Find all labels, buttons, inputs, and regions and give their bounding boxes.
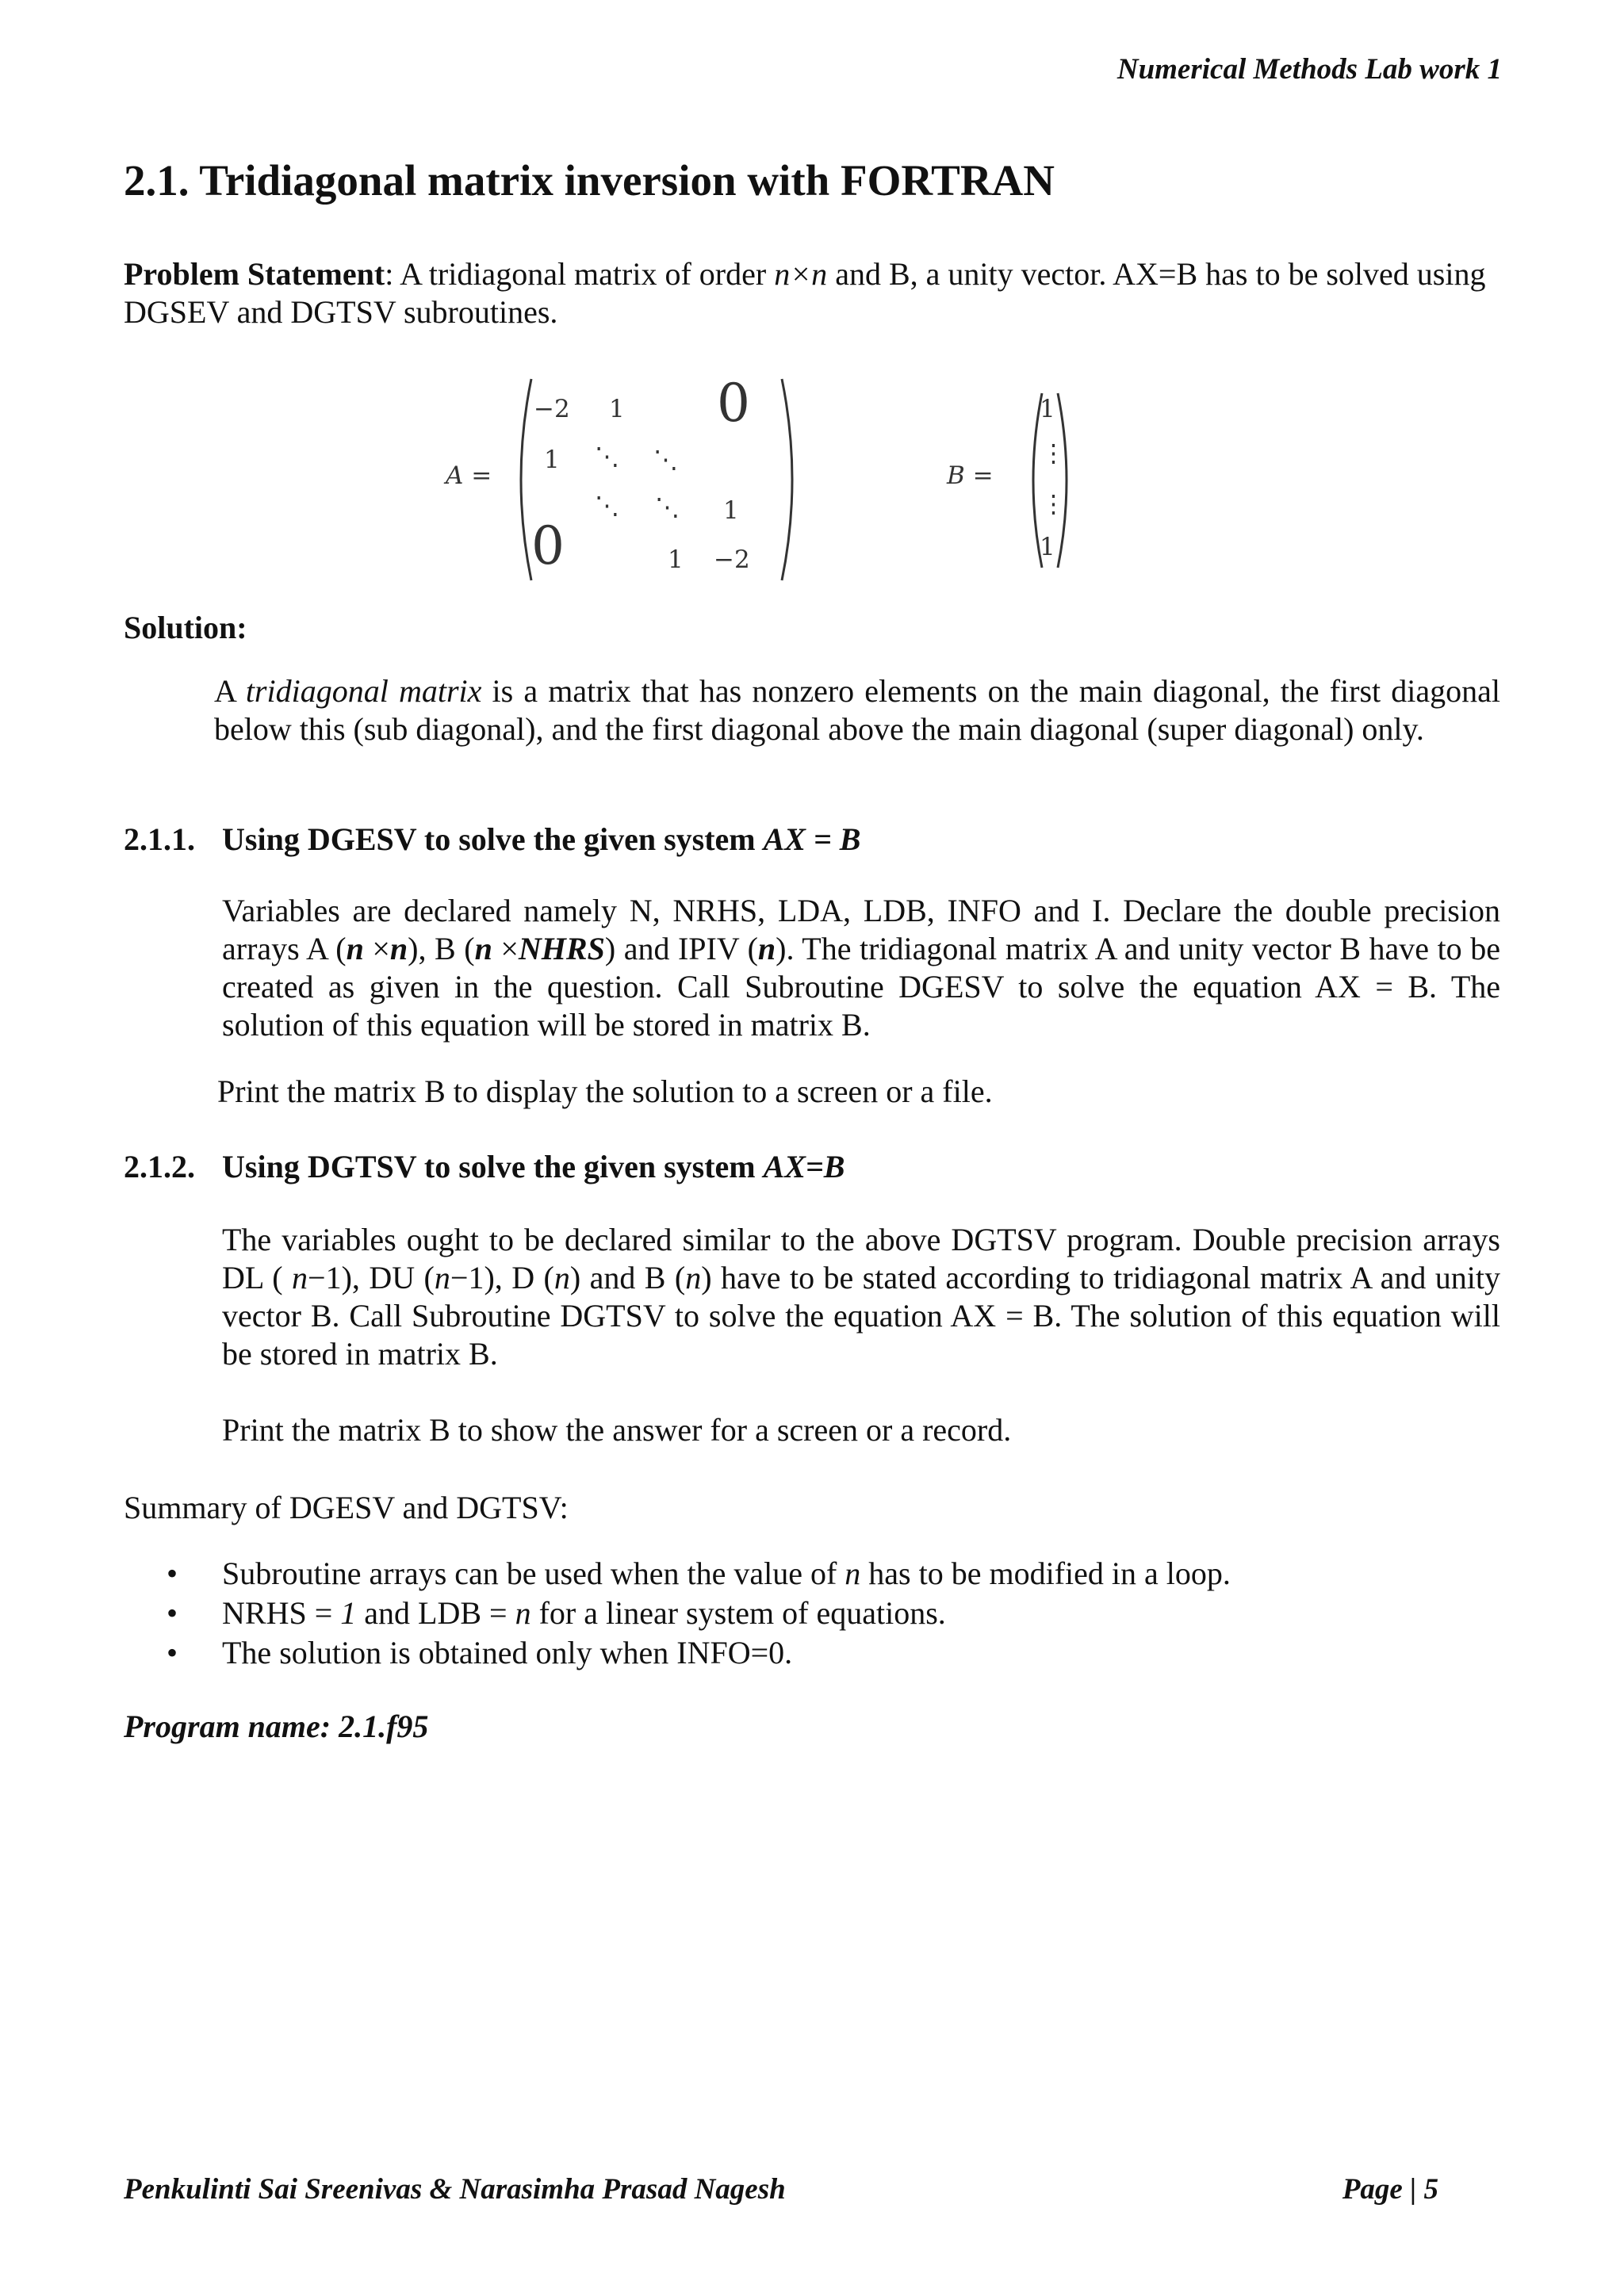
solution-term: tridiagonal matrix <box>245 673 482 709</box>
matrix-a-r4c4: −2 <box>714 545 750 574</box>
text-run: −1), DU ( <box>308 1260 435 1295</box>
subsection-title: Using DGESV to solve the given system <box>222 821 764 857</box>
matrix-a <box>428 373 809 587</box>
subsection-2-1-2-heading <box>124 1148 845 1185</box>
footer-page-number: Page | 5 <box>1342 2173 1438 2206</box>
math-n: n <box>389 931 408 966</box>
solution-text-1: A <box>214 673 246 709</box>
matrix-b <box>944 387 1086 577</box>
text-run: −1), D ( <box>450 1260 554 1295</box>
solution-text <box>214 672 1500 748</box>
list-item <box>167 1554 1231 1594</box>
section-title: 2.1. Tridiagonal matrix inversion with FORTRAN <box>124 156 1055 205</box>
math-n: n <box>474 931 492 966</box>
list-item <box>167 1633 1231 1673</box>
matrix-a-dots-1: ⋱ <box>595 442 619 471</box>
problem-label: Problem Statement <box>124 256 385 292</box>
text-run: ) and IPIV ( <box>604 931 758 966</box>
text-run: Variables are declared namely N, NRHS, LDA, LDB, INFO and I. Declare the double precision arrays A ( <box>222 893 1500 966</box>
math-nhrs: NHRS <box>518 931 605 966</box>
text-run: ), B ( <box>408 931 475 966</box>
text-run: × <box>363 931 390 966</box>
dgtsv-print-note: Print the matrix B to show the answer for a screen or a record. <box>222 1412 1012 1448</box>
summary-title: Summary of DGESV and DGTSV: <box>124 1490 569 1525</box>
math-n: n <box>845 1556 861 1591</box>
problem-text-2: and B, a unity vector. AX=B has to be solved using DGSEV and DGTSV subroutines. <box>124 256 1486 330</box>
text-run: NRHS = <box>222 1595 341 1631</box>
dgtsv-description <box>222 1221 1500 1373</box>
math-n: n <box>553 1260 570 1295</box>
subsection-2-1-1-heading <box>124 821 860 858</box>
matrix-b-vdots-1: ⋮ <box>1041 439 1066 468</box>
matrix-a-r4c3: 1 <box>668 545 684 574</box>
matrix-a-label: A = <box>446 461 492 490</box>
matrix-a-dots-4: ⋱ <box>655 493 680 522</box>
matrix-b-vdots-2: ⋮ <box>1041 490 1066 519</box>
dgesv-print-note: Print the matrix B to display the solution to a screen or a file. <box>217 1073 993 1109</box>
subsection-title: Using DGTSV to solve the given system <box>222 1149 764 1184</box>
text-run: Subroutine arrays can be used when the value of <box>222 1556 845 1591</box>
math-n: n <box>757 931 776 966</box>
problem-order: n×n <box>774 256 828 292</box>
solution-text-2: is a matrix that has nonzero elements on the main diagonal, the first diagonal below this (sub diagonal), and the first diagonal above the main diagonal (super diagonal) only. <box>214 673 1500 747</box>
running-header: Numerical Methods Lab work 1 <box>1116 53 1502 86</box>
subsection-equation: AX = B <box>763 821 861 857</box>
math-one: 1 <box>340 1595 357 1631</box>
text-run: The solution is obtained only when INFO=0. <box>222 1635 793 1670</box>
matrix-a-dots-2: ⋱ <box>653 446 678 474</box>
matrix-a-right-paren <box>777 376 806 584</box>
matrix-a-zero-bottom: 0 <box>531 515 565 576</box>
matrix-a-r3c4: 1 <box>723 496 739 525</box>
subsection-number: 2.1.1. <box>124 821 195 857</box>
text-run: ) and B ( <box>569 1260 686 1295</box>
text-run: has to be modified in a loop. <box>860 1556 1231 1591</box>
math-n: n <box>515 1595 531 1631</box>
footer-authors: Penkulinti Sai Sreenivas & Narasimha Prasad Nagesh <box>124 2173 786 2206</box>
matrix-a-dots-3: ⋱ <box>595 492 619 520</box>
text-run: for a linear system of equations. <box>530 1595 946 1631</box>
summary-list <box>167 1554 1231 1673</box>
matrix-b-right-paren <box>1055 390 1077 571</box>
matrix-a-zero-top: 0 <box>717 373 750 434</box>
matrix-a-r1c2: 1 <box>609 395 625 423</box>
solution-label: Solution: <box>124 610 247 645</box>
matrix-a-r2c1: 1 <box>544 446 560 474</box>
text-run: ). The tridiagonal matrix A and unity vector B have to be created as given in the question. Call Subroutine DGESV to solve the equation AX = B. The solution of this equation will be stored in matrix B. <box>222 931 1500 1043</box>
math-n: n <box>685 1260 702 1295</box>
problem-statement <box>124 255 1503 331</box>
text-run: × <box>492 931 519 966</box>
text-run: ) have to be stated according to tridiagonal matrix A and unity vector B. Call Subroutine DGTSV to solve the equation AX = B. The solution of this equation will be stored in matrix B. <box>222 1260 1501 1372</box>
matrix-b-bottom: 1 <box>1040 533 1055 561</box>
math-n: n <box>434 1260 450 1295</box>
text-run: The variables ought to be declared similar to the above DGTSV program. Double precision arrays DL ( <box>222 1222 1500 1295</box>
matrix-b-label: B = <box>947 461 994 490</box>
problem-text-1: : A tridiagonal matrix of order <box>385 256 775 292</box>
matrix-b-top: 1 <box>1040 395 1055 423</box>
program-name: Program name: 2.1.f95 <box>124 1709 429 1744</box>
math-n: n <box>346 931 364 966</box>
dgesv-description <box>222 892 1500 1044</box>
list-item <box>167 1594 1231 1633</box>
math-n: n <box>292 1260 308 1295</box>
subsection-equation: AX=B <box>763 1149 845 1184</box>
matrix-a-r1c1: −2 <box>534 395 570 423</box>
text-run: and LDB = <box>356 1595 515 1631</box>
subsection-number: 2.1.2. <box>124 1149 195 1184</box>
